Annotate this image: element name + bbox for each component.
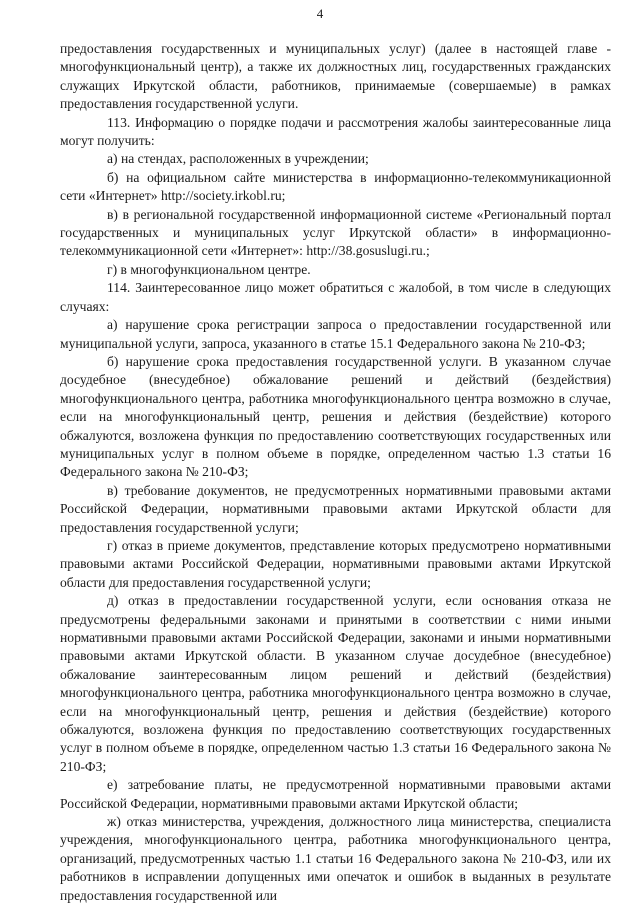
paragraph-114-b: б) нарушение срока предоставления государственной услуги. В указанном случае досудебное (внесудебное) обжалование решений и действий (бездействия) многофункционального центра, работника многофункционального центра возможно в случае, если на многофункциональный центр, решения и действия (бездействие) которого обжалуются, возложена функция по предоставлению соответствующих государственных или муниципальных услуг в полном объеме в порядке, определенном частью 1.3 статьи 16 Федерального закона № 210-ФЗ; — [60, 353, 611, 480]
paragraph-continuation: предоставления государственных и муниципальных услуг) (далее в настоящей главе - многофункциональный центр), а также их должностных лиц, государственных гражданских служащих Иркутской области, работников, принимаемые (совершаемые) в рамках предоставления государственной услуги. — [60, 41, 611, 112]
paragraph-113-g: г) в многофункциональном центре. — [107, 261, 311, 277]
paragraph-114-zh: ж) отказ министерства, учреждения, должностного лица министерства, специалиста учреждения, многофункционального центра, работника многофункционального центра, организаций, предусмотренных частью 1.1 статьи 16 Федерального закона № 210-ФЗ, или их работников в исправлении допущенных ими опечаток и ошибок в выданных в результате предоставления государственной или — [60, 814, 611, 903]
paragraph-114-g: г) отказ в приеме документов, представление которых предусмотрено нормативными правовыми актами Российской Федерации, нормативными правовыми актами Иркутской области для предоставления государственной услуги; — [60, 537, 611, 590]
paragraph-113-v: в) в региональной государственной информационной системе «Региональный портал государственных и муниципальных услуг Иркутской области» в информационно-телекоммуникационной сети «Интернет»: http://38.gosuslugi.ru.; — [60, 206, 611, 259]
paragraph-113-b: б) на официальном сайте министерства в информационно-телекоммуникационной сети «Интернет» http://society.irkobl.ru; — [60, 169, 611, 204]
document-body — [60, 40, 611, 905]
paragraph-114-a: а) нарушение срока регистрации запроса о предоставлении государственной или муниципальной услуги, запроса, указанного в статье 15.1 Федерального закона № 210-ФЗ; — [60, 317, 611, 351]
paragraph-114-d: д) отказ в предоставлении государственной услуги, если основания отказа не предусмотрены федеральными законами и принятыми в соответствии с ними иными нормативными правовыми актами Российской Федерации, законами и иными нормативными правовыми актами Иркутской области. В указанном случае досудебное (внесудебное) обжалование заинтересованным лицом решений и действий (бездействия) многофункционального центра, работника многофункционального центра возможно в случае, если на многофункциональный центр, решения и действия (бездействие) которого обжалуются, возложена функция по предоставлению соответствующих государственных услуг в полном объеме в порядке, определенном частью 1.3 статьи 16 Федерального закона № 210-ФЗ; — [60, 593, 611, 774]
paragraph-113: 113. Информацию о порядке подачи и рассмотрения жалобы заинтересованные лица могут получить: — [60, 114, 611, 149]
paragraph-114-e: е) затребование платы, не предусмотренной нормативными правовыми актами Российской Федерации, нормативными правовыми актами Иркутской области; — [60, 777, 611, 811]
paragraph-113-a: а) на стендах, расположенных в учреждении; — [107, 151, 369, 167]
paragraph-114: 114. Заинтересованное лицо может обратиться с жалобой, в том числе в следующих случаях: — [60, 280, 611, 314]
paragraph-114-v: в) требование документов, не предусмотренных нормативными правовыми актами Российской Федерации, нормативными правовыми актами Иркутской области для предоставления государственной услуги; — [60, 482, 611, 535]
page-number: 4 — [316, 6, 324, 21]
